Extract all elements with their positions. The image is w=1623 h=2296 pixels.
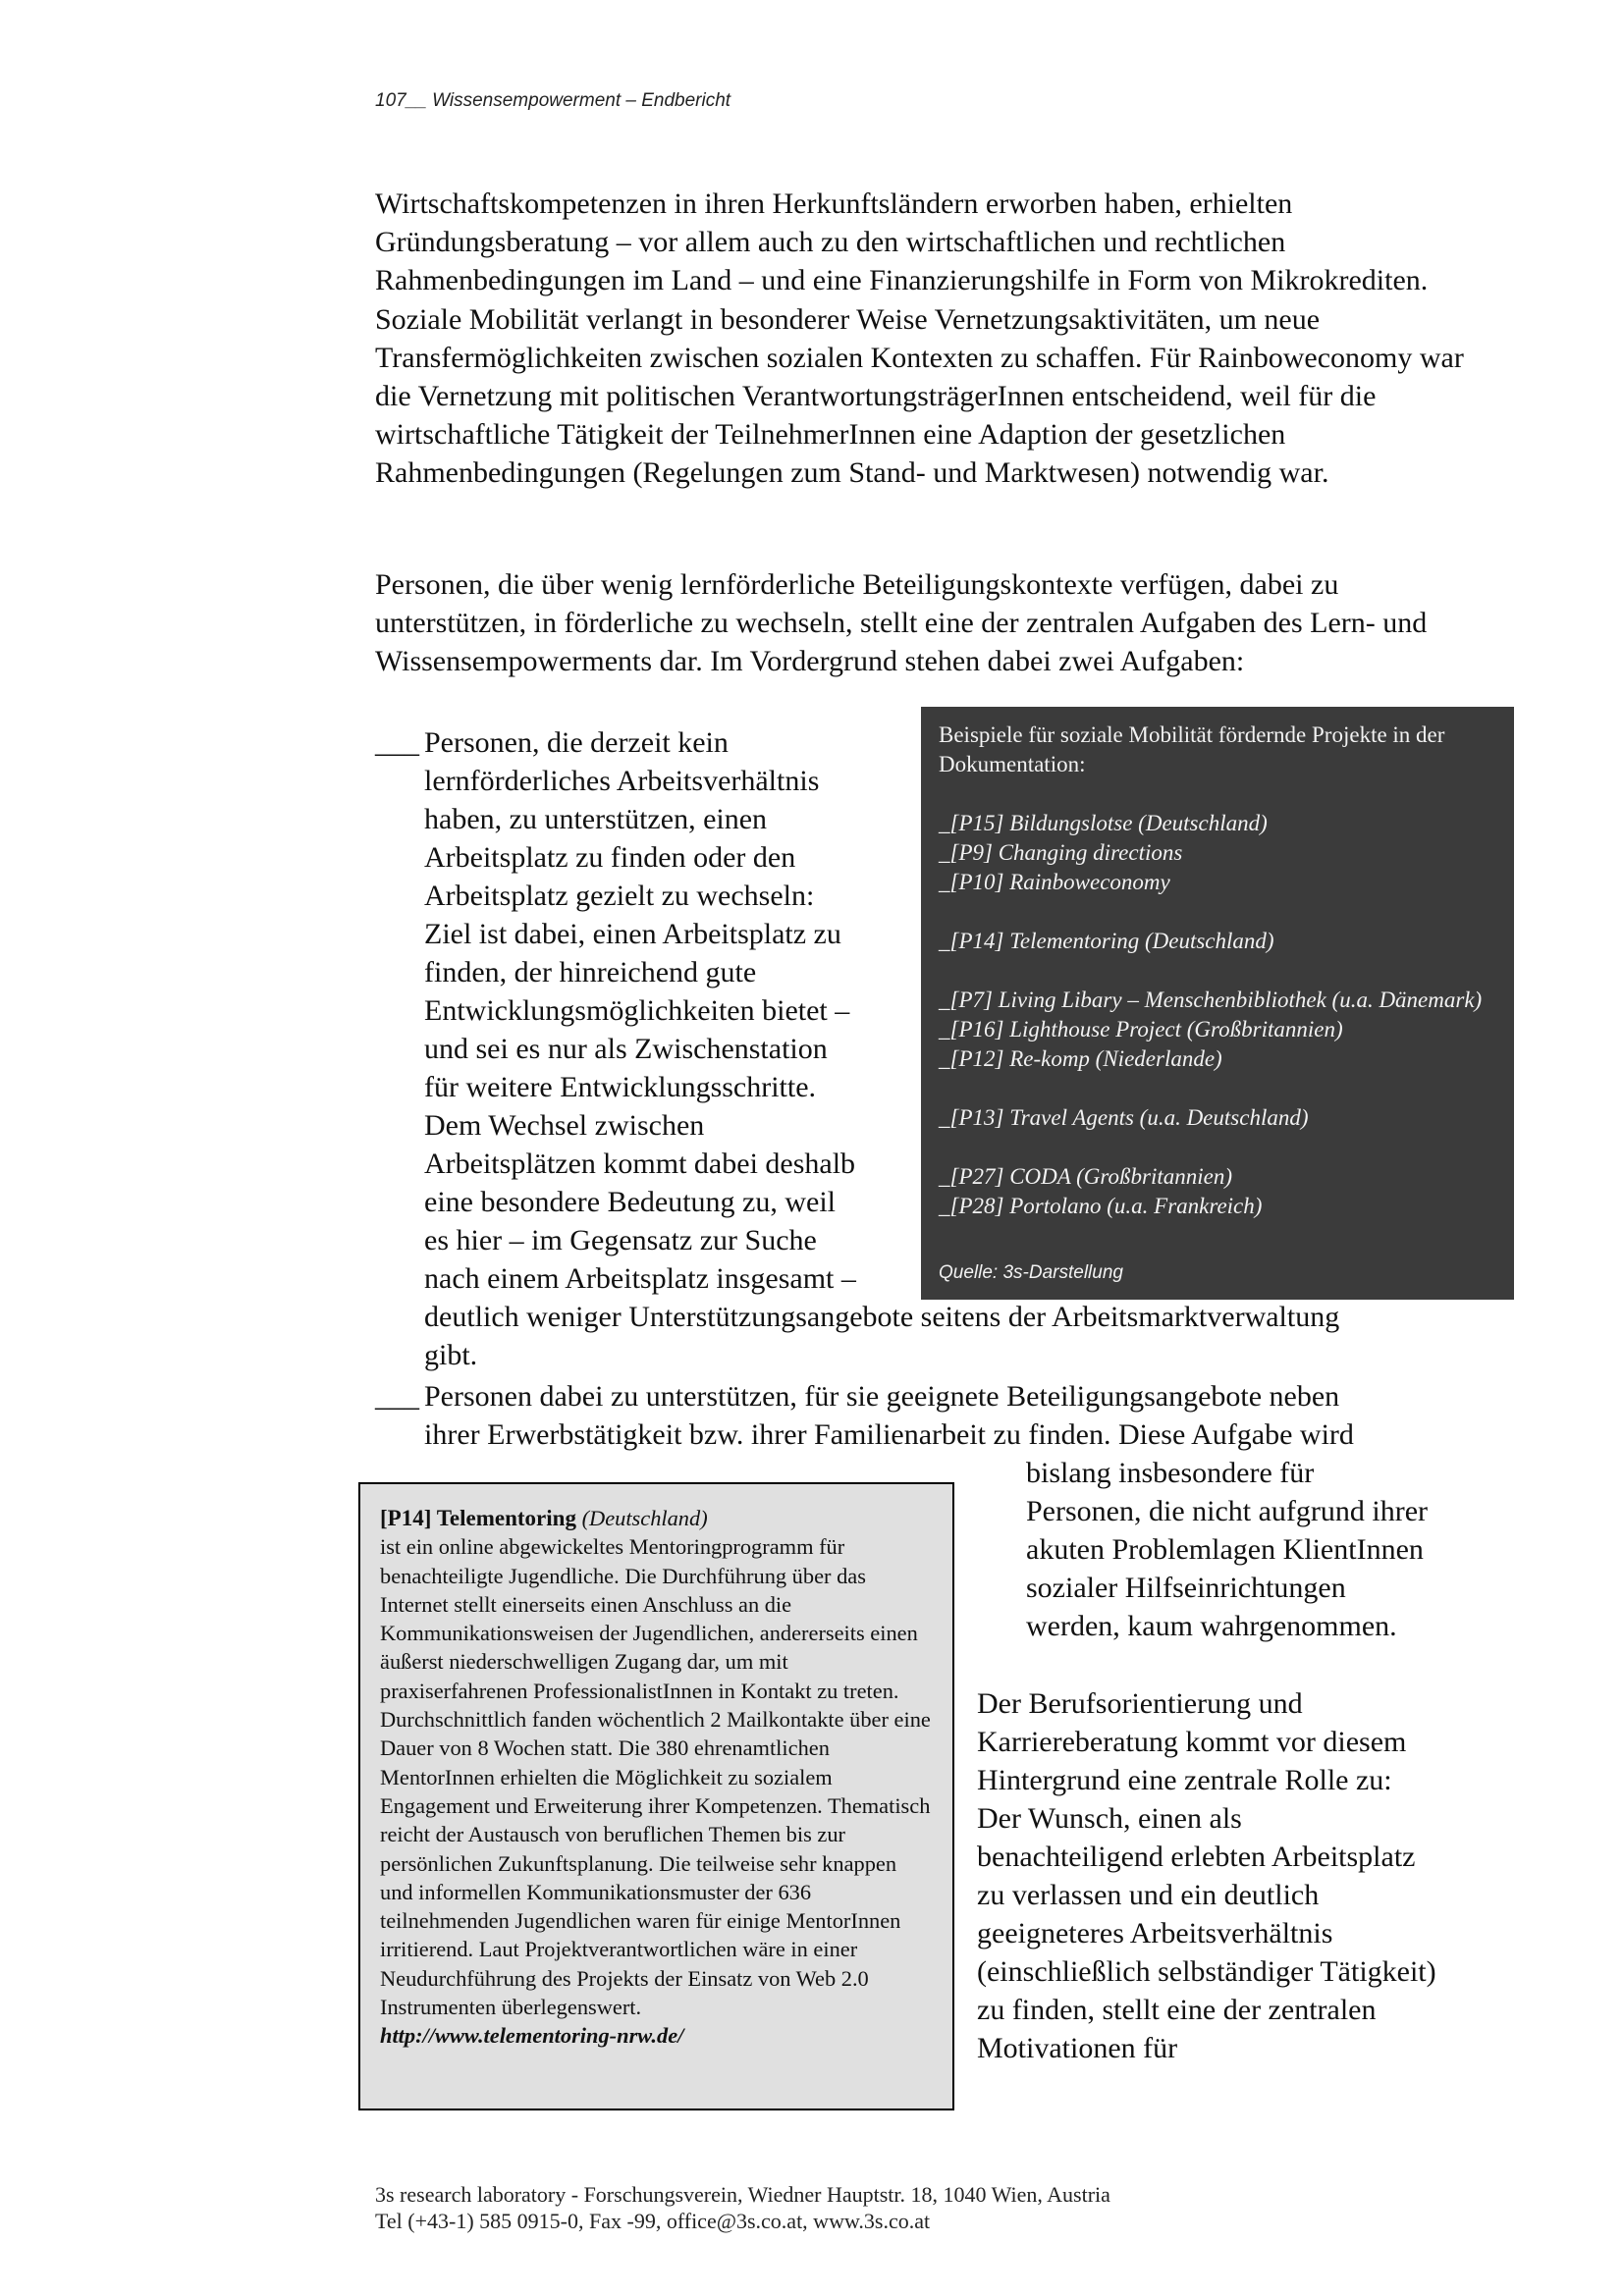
- bullet-1-line: für weitere Entwicklungsschritte.: [424, 1071, 817, 1103]
- bullet-1-line: haben, zu unterstützen, einen: [424, 803, 768, 835]
- paragraph-3-line: Karriereberatung kommt vor diesem: [977, 1726, 1407, 1758]
- project-examples-sidebar: [921, 707, 1514, 1300]
- paragraph-3-line: Motivationen für: [977, 2032, 1178, 2064]
- bullet-1-line: Arbeitsplätzen kommt dabei deshalb: [424, 1148, 856, 1180]
- sidebar-title: Beispiele für soziale Mobilität fördernde Projekte in der Dokumentation:: [939, 722, 1445, 776]
- case-title: [P14] Telementoring: [380, 1506, 576, 1530]
- paragraph-3-line: benachteiligend erlebten Arbeitsplatz: [977, 1841, 1416, 1873]
- case-location: (Deutschland): [581, 1506, 708, 1530]
- paragraph-3-line: Hintergrund eine zentrale Rolle zu:: [977, 1764, 1392, 1796]
- bullet-1-line: gibt.: [424, 1339, 478, 1371]
- bullet-2-line: sozialer Hilfseinrichtungen: [1026, 1572, 1346, 1604]
- bullet-2-line: akuten Problemlagen KlientInnen: [1026, 1533, 1424, 1566]
- paragraph-3-line: Der Wunsch, einen als: [977, 1802, 1242, 1835]
- paragraph-3-line: geeigneteres Arbeitsverhältnis: [977, 1917, 1333, 1949]
- bullet-marker-1: ___: [375, 726, 419, 759]
- bullet-1-line: Dem Wechsel zwischen: [424, 1109, 705, 1142]
- sidebar-item: _[P14] Telementoring (Deutschland): [939, 929, 1274, 953]
- sidebar-item: _[P15] Bildungslotse (Deutschland): [939, 811, 1268, 835]
- sidebar-item: _[P27] CODA (Großbritannien): [939, 1164, 1232, 1189]
- paragraph-3-line: Der Berufsorientierung und: [977, 1687, 1303, 1720]
- sidebar-item: _[P10] Rainboweconomy: [939, 870, 1170, 894]
- bullet-1-line: und sei es nur als Zwischenstation: [424, 1033, 828, 1065]
- bullet-1-line: deutlich weniger Unterstützungsangebote seitens der Arbeitsmarktverwaltung: [424, 1301, 1340, 1333]
- bullet-2-line: werden, kaum wahrgenommen.: [1026, 1610, 1397, 1642]
- case-url-link[interactable]: http://www.telementoring-nrw.de/: [380, 2023, 684, 2049]
- bullet-2-line: Personen, die nicht aufgrund ihrer: [1026, 1495, 1429, 1527]
- sidebar-source: Quelle: 3s-Darstellung: [939, 1262, 1123, 1283]
- sidebar-group: [939, 1162, 1498, 1221]
- sidebar-group: [939, 986, 1498, 1074]
- bullet-1-line: Arbeitsplatz zu finden oder den: [424, 841, 796, 874]
- paragraph-3-line: (einschließlich selbständiger Tätigkeit): [977, 1955, 1436, 1988]
- footer-contact: Tel (+43-1) 585 0915-0, Fax -99, office@3s.co.at, www.3s.co.at: [375, 2209, 931, 2233]
- paragraph-3-line: zu finden, stellt eine der zentralen: [977, 1994, 1377, 2026]
- bullet-2-line: Personen dabei zu unterstützen, für sie geeignete Beteiligungsangebote neben: [424, 1380, 1340, 1413]
- bullet-1-line: es hier – im Gegensatz zur Suche: [424, 1224, 817, 1256]
- bullet-1-line: Arbeitsplatz gezielt zu wechseln:: [424, 880, 815, 912]
- bullet-1-line: eine besondere Bedeutung zu, weil: [424, 1186, 837, 1218]
- bullet-1-line: Entwicklungsmöglichkeiten bietet –: [424, 994, 850, 1027]
- paragraph-3-line: zu verlassen und ein deutlich: [977, 1879, 1320, 1911]
- page-header: 107__ Wissensempowerment – Endbericht: [375, 90, 731, 111]
- case-body: ist ein online abgewickeltes Mentoringprogramm für benachteiligte Jugendliche. Die Durchführung über das Internet stellt einerseits einen Anschluss an die Kommunikationsweisen der Jugendlichen, andererseits einen äußerst niederschwelligen Zugang dar, um mit praxiserfahrenen ProfessionalistInnen in Kontakt zu treten. Durchschnittlich fanden wöchentlich 2 Mailkontakte über eine Dauer von 8 Wochen statt. Die 380 ehrenamtlichen MentorInnen erhielten die Möglichkeit zu sozialem Engagement und Erweiterung ihrer Kompetenzen. Thematisch reicht der Austausch von beruflichen Themen bis zur persönlichen Zukunftsplanung. Die teilweise sehr knappen und informellen Kommunikationsmuster der 636 teilnehmenden Jugendlichen waren für einige MentorInnen irritierend. Laut Projektverantwortlichen wäre in einer Neudurchführung des Projekts der Einsatz von Web 2.0 Instrumenten überlegenswert.: [380, 1534, 931, 2020]
- sidebar-item: _[P16] Lighthouse Project (Großbritannien): [939, 1017, 1343, 1041]
- case-study-box: [358, 1482, 954, 2110]
- bullet-marker-2: ___: [375, 1380, 419, 1413]
- sidebar-item: _[P7] Living Libary – Menschenbibliothek (u.a. Dänemark): [939, 988, 1483, 1012]
- paragraph-2: Personen, die über wenig lernförderliche Beteiligungskontexte verfügen, dabei zu unterstützen, in förderliche zu wechseln, stellt eine der zentralen Aufgaben des Lern- und Wissensempowerments dar. Im Vordergrund stehen dabei zwei Aufgaben:: [375, 568, 1428, 678]
- bullet-1-line: Ziel ist dabei, einen Arbeitsplatz zu: [424, 918, 841, 950]
- bullet-1-line: finden, der hinreichend gute: [424, 956, 757, 988]
- bullet-1-line: lernförderliches Arbeitsverhältnis: [424, 765, 820, 797]
- sidebar-item: _[P12] Re-komp (Niederlande): [939, 1046, 1222, 1071]
- bullet-1-line: nach einem Arbeitsplatz insgesamt –: [424, 1262, 856, 1295]
- paragraph-1: Wirtschaftskompetenzen in ihren Herkunftsländern erworben haben, erhielten Gründungsberatung – vor allem auch zu den wirtschaftlichen und rechtlichen Rahmenbedingungen im Land – und eine Finanzierungshilfe in Form von Mikrokrediten. Soziale Mobilität verlangt in besonderer Weise Vernetzungsaktivitäten, um neue Transfermöglichkeiten zwischen sozialen Kontexten zu schaffen. Für Rainboweconomy war die Vernetzung mit politischen VerantwortungsträgerInnen entscheidend, weil für die wirtschaftliche Tätigkeit der TeilnehmerInnen eine Adaption der gesetzlichen Rahmenbedingungen (Regelungen zum Stand- und Marktwesen) notwendig war.: [375, 187, 1464, 490]
- footer-address: 3s research laboratory - Forschungsverein, Wiedner Hauptstr. 18, 1040 Wien, Austria: [375, 2182, 1110, 2207]
- sidebar-group: [939, 809, 1498, 897]
- bullet-1-line: Personen, die derzeit kein: [424, 726, 729, 759]
- sidebar-item: _[P28] Portolano (u.a. Frankreich): [939, 1194, 1263, 1218]
- sidebar-item: _[P9] Changing directions: [939, 840, 1183, 865]
- case-heading: [380, 1504, 935, 1532]
- bullet-2-line: bislang insbesondere für: [1026, 1457, 1315, 1489]
- page-footer: [375, 2181, 1110, 2234]
- sidebar-group: [939, 1103, 1498, 1133]
- bullet-2-line: ihrer Erwerbstätigkeit bzw. ihrer Familienarbeit zu finden. Diese Aufgabe wird: [424, 1418, 1354, 1451]
- sidebar-item: _[P13] Travel Agents (u.a. Deutschland): [939, 1105, 1309, 1130]
- sidebar-group: [939, 927, 1498, 956]
